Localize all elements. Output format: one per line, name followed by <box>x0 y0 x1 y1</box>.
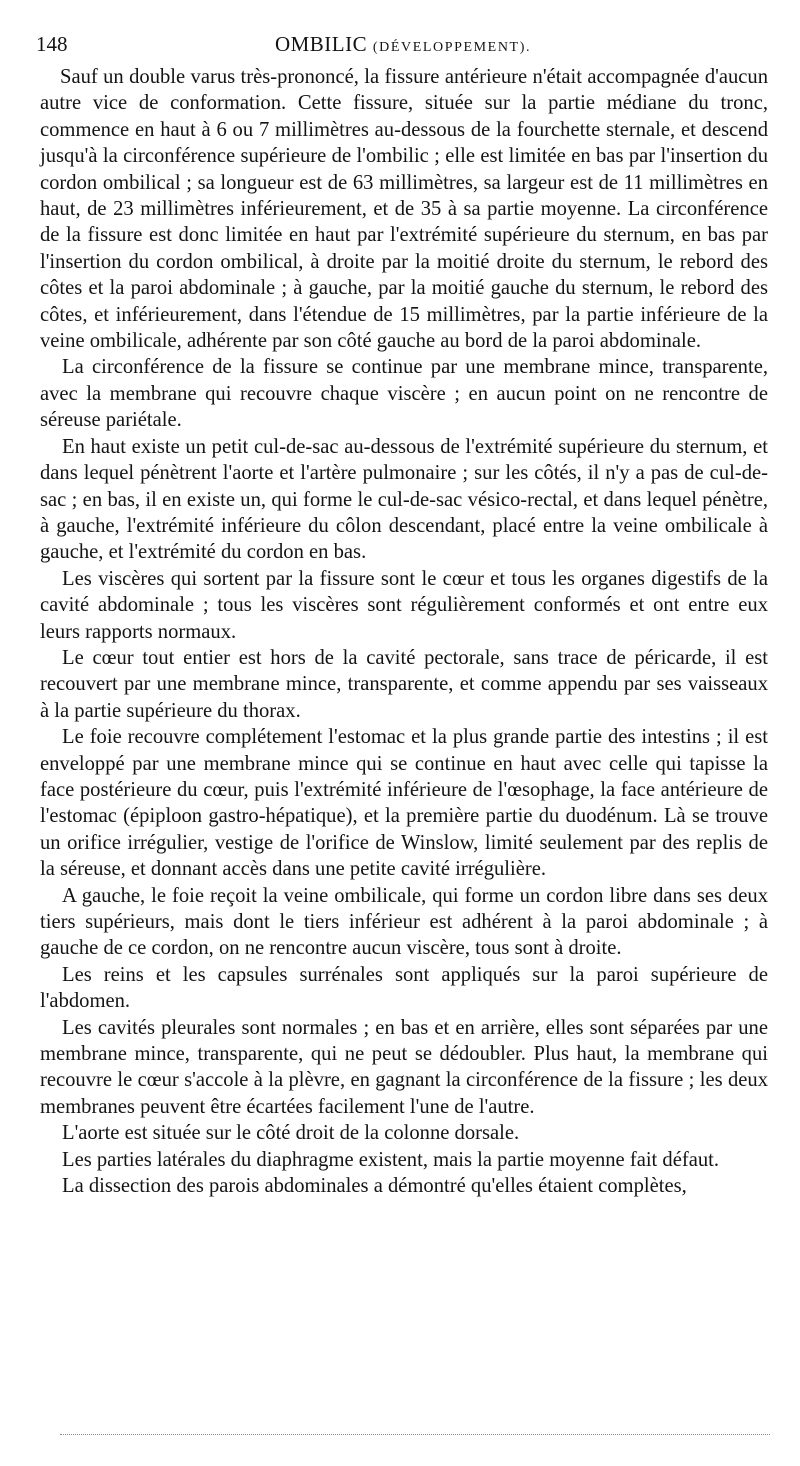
paragraph-4: Les viscères qui sortent par la fissure sont le cœur et tous les organes digestifs de la cavité abdominale ; tous les viscères sont régulièrement conformés et ont entre eux leurs rapports normaux. <box>40 567 768 643</box>
paragraph-11: Les parties latérales du diaphragme existent, mais la partie moyenne fait défaut. <box>62 1148 720 1171</box>
running-head <box>36 30 770 58</box>
paragraph-6: Le foie recouvre complétement l'estomac et la plus grande partie des intestins ; il est enveloppé par une membrane mince qui se continue en haut avec celle qui tapisse la face postérieure du cœur, puis l'extrémité inférieure de l'œsophage, la face antérieure de l'estomac (épiploon gastro-hépatique), et la première partie du duodénum. Là se trouve un orifice irrégulier, vestige de l'orifice de Winslow, limité seulement par des replis de la séreuse, et donnant accès dans une petite cavité irrégulière. <box>40 726 768 881</box>
paragraph-2: La circonférence de la fissure se continue par une membrane mince, transparente, avec la membrane qui recouvre chaque viscère ; en aucun point on ne rencontre de séreuse pariétale. <box>40 356 768 432</box>
paragraph-3: En haut existe un petit cul-de-sac au-dessous de l'extrémité supérieure du sternum, et dans lequel pénètrent l'aorte et l'artère pulmonaire ; sur les côtés, il n'y a pas de cul-de-sac ; en bas, il en existe un, qui forme le cul-de-sac vésico-rectal, et dans lequel pénètre, à gauche, l'extrémité inférieure du côlon descendant, placé entre la veine ombilicale à gauche, et l'extrémité du cordon en bas. <box>40 435 768 564</box>
page-number: 148 <box>36 32 68 56</box>
header-title: OMBILIC <box>274 32 368 56</box>
paragraph-7: A gauche, le foie reçoit la veine ombilicale, qui forme un cordon libre dans ses deux tiers supérieurs, mais dont le tiers inférieur est adhérent à la paroi abdominale ; à gauche de ce cordon, on ne rencontre aucun viscère, tous sont à droite. <box>40 884 768 960</box>
ellipsis-rule <box>60 1434 770 1435</box>
paragraph-1: Sauf un double varus très-prononcé, la fissure antérieure n'était accompagnée d'aucun autre vice de conformation. Cette fissure, située sur la partie médiane du tronc, commence en haut à 6 ou 7 millimètres au-dessous de la fourchette sternale, et descend jusqu'à la circonférence supérieure de l'ombilic ; elle est limitée en bas par l'insertion du cordon ombilical ; sa longueur est de 63 millimètres, sa largeur est de 11 millimètres en haut, de 23 millimètres inférieurement, et de 35 à sa partie moyenne. La circonférence de la fissure est donc limitée en haut par l'extrémité supérieure du sternum, en bas par l'insertion du cordon ombilical, à droite par la moitié droite du sternum, le rebord des côtes et la paroi abdominale ; à gauche, par la moitié gauche du sternum, le rebord des côtes, et inférieurement, dans l'étendue de 15 millimètres, par la partie inférieure de la veine ombilicale, adhérente par son côté gauche au bord de la paroi abdominale. <box>40 66 768 353</box>
paragraph-9: Les cavités pleurales sont normales ; en bas et en arrière, elles sont séparées par une membrane mince, transparente, qui ne peut se dédoubler. Plus haut, la membrane qui recouvre le cœur s'accole à la plèvre, en gagnant la circonférence de la fissure ; les deux membranes peuvent être écartées facilement l'une de l'autre. <box>40 1016 768 1118</box>
body-text <box>40 64 768 1199</box>
header-title-line <box>36 30 770 62</box>
paragraph-10: L'aorte est située sur le côté droit de la colonne dorsale. <box>62 1122 520 1145</box>
header-subtitle: (DÉVELOPPEMENT). <box>372 40 532 55</box>
paragraph-8: Les reins et les capsules surrénales sont appliqués sur la paroi supérieure de l'abdomen. <box>40 963 768 1013</box>
paragraph-5: Le cœur tout entier est hors de la cavité pectorale, sans trace de péricarde, il est recouvert par une membrane mince, transparente, et comme appendu par ses vaisseaux à la partie supérieure du thorax. <box>40 646 768 722</box>
paragraph-12: La dissection des parois abdominales a démontré qu'elles étaient complètes, <box>62 1175 687 1198</box>
